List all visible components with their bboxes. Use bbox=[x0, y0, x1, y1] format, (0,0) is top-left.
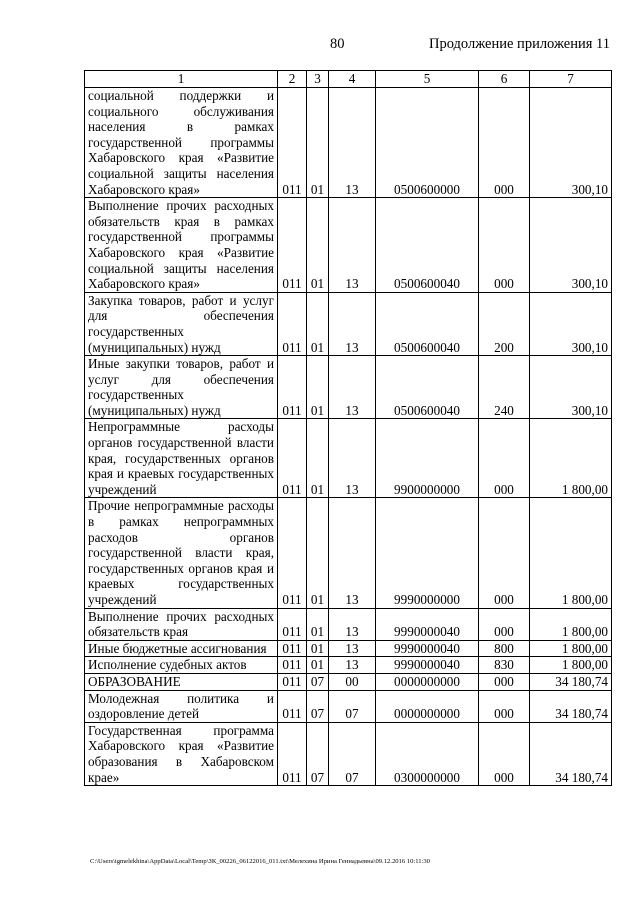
column-header: 5 bbox=[376, 71, 479, 88]
cell-expense-type: 000 bbox=[479, 722, 530, 785]
table-row bbox=[85, 608, 612, 640]
table-row bbox=[85, 640, 612, 657]
cell-target-article: 9900000000 bbox=[376, 419, 479, 498]
cell-code-admin: 011 bbox=[278, 690, 307, 722]
cell-subsection: 13 bbox=[329, 640, 376, 657]
cell-amount: 1 800,00 bbox=[530, 657, 612, 674]
budget-table bbox=[84, 70, 612, 786]
cell-code-admin: 011 bbox=[278, 608, 307, 640]
column-header: 3 bbox=[307, 71, 329, 88]
cell-section: 01 bbox=[307, 88, 329, 198]
cell-code-admin: 011 bbox=[278, 356, 307, 419]
column-header: 6 bbox=[479, 71, 530, 88]
cell-code-admin: 011 bbox=[278, 498, 307, 608]
cell-section: 01 bbox=[307, 292, 329, 355]
cell-code-admin: 011 bbox=[278, 198, 307, 293]
cell-amount: 34 180,74 bbox=[530, 673, 612, 690]
cell-expense-type: 000 bbox=[479, 198, 530, 293]
cell-section: 07 bbox=[307, 673, 329, 690]
cell-expense-type: 000 bbox=[479, 88, 530, 198]
cell-name: Выполнение прочих расходных обязательств края в рамках государственной программы Хабаровского края «Развитие социальной защиты населения Хабаровского края» bbox=[85, 198, 278, 293]
table-row bbox=[85, 498, 612, 608]
cell-expense-type: 000 bbox=[479, 498, 530, 608]
cell-code-admin: 011 bbox=[278, 419, 307, 498]
cell-subsection: 13 bbox=[329, 657, 376, 674]
cell-subsection: 13 bbox=[329, 498, 376, 608]
column-header: 7 bbox=[530, 71, 612, 88]
cell-name: ОБРАЗОВАНИЕ bbox=[85, 673, 278, 690]
cell-code-admin: 011 bbox=[278, 673, 307, 690]
cell-expense-type: 240 bbox=[479, 356, 530, 419]
cell-subsection: 13 bbox=[329, 419, 376, 498]
table-row bbox=[85, 419, 612, 498]
cell-subsection: 13 bbox=[329, 608, 376, 640]
cell-expense-type: 200 bbox=[479, 292, 530, 355]
cell-target-article: 0000000000 bbox=[376, 690, 479, 722]
cell-expense-type: 800 bbox=[479, 640, 530, 657]
page-number: 80 bbox=[330, 36, 345, 52]
cell-section: 01 bbox=[307, 198, 329, 293]
cell-amount: 1 800,00 bbox=[530, 419, 612, 498]
file-path-footer: C:\Users\igmelekhina\AppData\Local\Temp\ЗК_00226_06122016_011.txt\Мелехина Ирина Геннадьевна\09.12.2016 10:11:30 bbox=[90, 858, 430, 865]
cell-expense-type: 000 bbox=[479, 673, 530, 690]
cell-section: 07 bbox=[307, 690, 329, 722]
cell-subsection: 13 bbox=[329, 88, 376, 198]
cell-expense-type: 000 bbox=[479, 690, 530, 722]
cell-section: 07 bbox=[307, 722, 329, 785]
cell-section: 01 bbox=[307, 498, 329, 608]
cell-target-article: 9990000040 bbox=[376, 657, 479, 674]
cell-target-article: 0300000000 bbox=[376, 722, 479, 785]
cell-code-admin: 011 bbox=[278, 88, 307, 198]
cell-section: 01 bbox=[307, 657, 329, 674]
cell-name: Иные бюджетные ассигнования bbox=[85, 640, 278, 657]
cell-amount: 300,10 bbox=[530, 292, 612, 355]
cell-subsection: 00 bbox=[329, 673, 376, 690]
cell-amount: 300,10 bbox=[530, 356, 612, 419]
table-row bbox=[85, 88, 612, 198]
cell-code-admin: 011 bbox=[278, 657, 307, 674]
cell-target-article: 0500600000 bbox=[376, 88, 479, 198]
cell-amount: 300,10 bbox=[530, 88, 612, 198]
cell-amount: 300,10 bbox=[530, 198, 612, 293]
cell-subsection: 13 bbox=[329, 356, 376, 419]
table-header-row bbox=[85, 71, 612, 88]
cell-target-article: 9990000000 bbox=[376, 498, 479, 608]
cell-target-article: 0000000000 bbox=[376, 673, 479, 690]
cell-section: 01 bbox=[307, 356, 329, 419]
cell-code-admin: 011 bbox=[278, 292, 307, 355]
cell-name: социальной поддержки и социального обслуживания населения в рамках государственной программы Хабаровского края «Развитие социальной защиты населения Хабаровского края» bbox=[85, 88, 278, 198]
cell-amount: 34 180,74 bbox=[530, 722, 612, 785]
cell-section: 01 bbox=[307, 419, 329, 498]
cell-name: Выполнение прочих расходных обязательств края bbox=[85, 608, 278, 640]
cell-section: 01 bbox=[307, 608, 329, 640]
table-row bbox=[85, 657, 612, 674]
cell-target-article: 0500600040 bbox=[376, 356, 479, 419]
table-row bbox=[85, 292, 612, 355]
cell-name: Молодежная политика и оздоровление детей bbox=[85, 690, 278, 722]
cell-amount: 1 800,00 bbox=[530, 608, 612, 640]
table-row bbox=[85, 198, 612, 293]
table-row bbox=[85, 690, 612, 722]
cell-subsection: 07 bbox=[329, 722, 376, 785]
cell-subsection: 13 bbox=[329, 292, 376, 355]
cell-target-article: 9990000040 bbox=[376, 640, 479, 657]
cell-amount: 34 180,74 bbox=[530, 690, 612, 722]
cell-target-article: 9990000040 bbox=[376, 608, 479, 640]
cell-expense-type: 000 bbox=[479, 608, 530, 640]
cell-code-admin: 011 bbox=[278, 722, 307, 785]
cell-name: Иные закупки товаров, работ и услуг для обеспечения государственных (муниципальных) нужд bbox=[85, 356, 278, 419]
cell-name: Прочие непрограммные расходы в рамках непрограммных расходов органов государственной власти края, государственных органов края и краевых государственных учреждений bbox=[85, 498, 278, 608]
cell-code-admin: 011 bbox=[278, 640, 307, 657]
cell-target-article: 0500600040 bbox=[376, 292, 479, 355]
cell-name: Закупка товаров, работ и услуг для обеспечения государственных (муниципальных) нужд bbox=[85, 292, 278, 355]
cell-amount: 1 800,00 bbox=[530, 640, 612, 657]
cell-name: Непрограммные расходы органов государственной власти края, государственных органов края и краевых государственных учреждений bbox=[85, 419, 278, 498]
column-header: 1 bbox=[85, 71, 278, 88]
cell-section: 01 bbox=[307, 640, 329, 657]
cell-target-article: 0500600040 bbox=[376, 198, 479, 293]
cell-subsection: 13 bbox=[329, 198, 376, 293]
column-header: 2 bbox=[278, 71, 307, 88]
column-header: 4 bbox=[329, 71, 376, 88]
table-row bbox=[85, 673, 612, 690]
cell-expense-type: 830 bbox=[479, 657, 530, 674]
page-title: Продолжение приложения 11 bbox=[428, 36, 610, 52]
cell-expense-type: 000 bbox=[479, 419, 530, 498]
cell-subsection: 07 bbox=[329, 690, 376, 722]
cell-name: Исполнение судебных актов bbox=[85, 657, 278, 674]
cell-name: Государственная программа Хабаровского края «Развитие образования в Хабаровском крае» bbox=[85, 722, 278, 785]
table-row bbox=[85, 722, 612, 785]
cell-amount: 1 800,00 bbox=[530, 498, 612, 608]
table-row bbox=[85, 356, 612, 419]
